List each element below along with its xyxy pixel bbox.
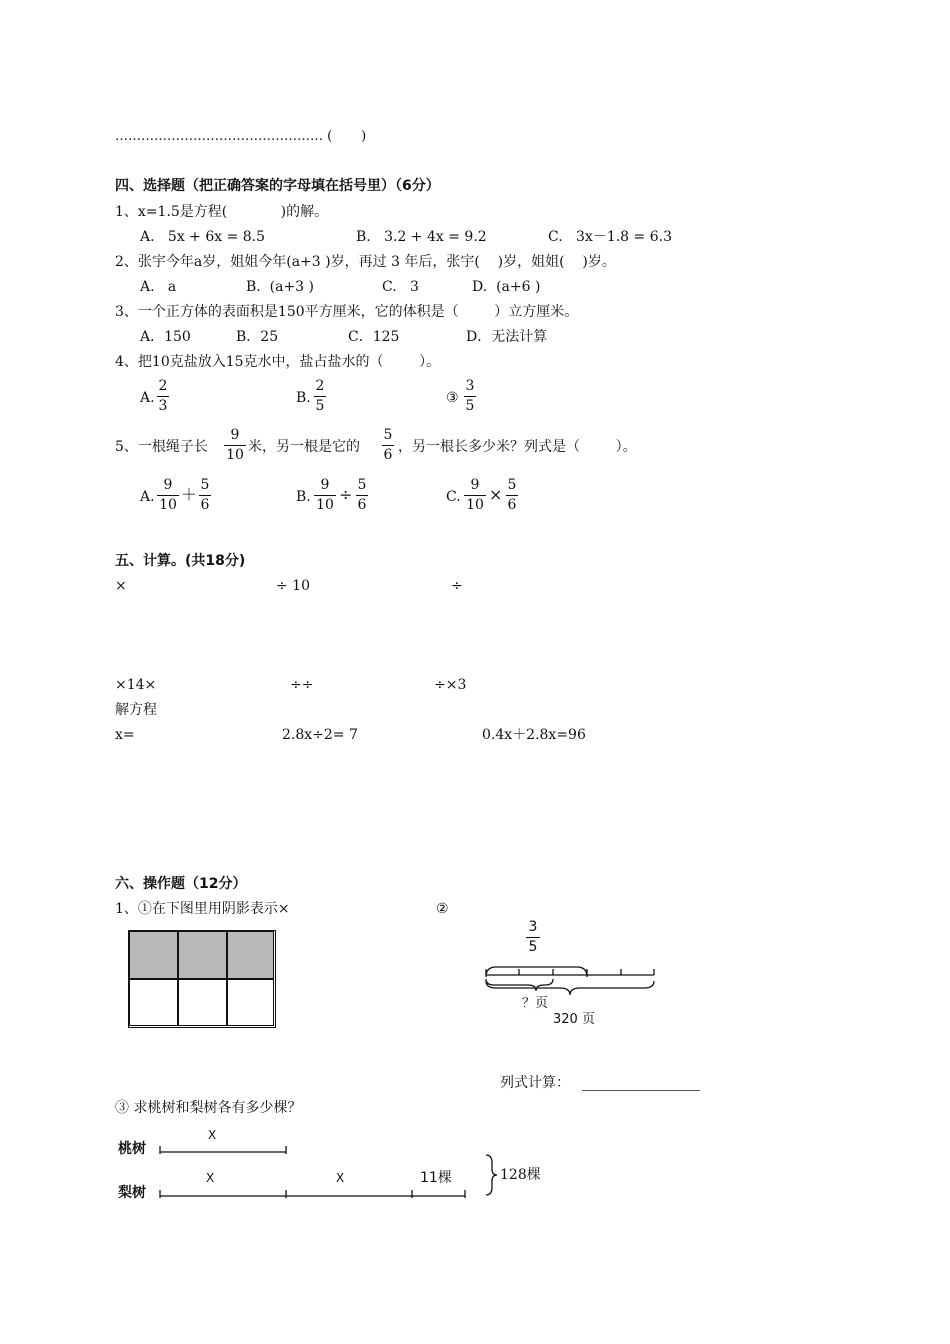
solve-equation-title: 解方程 xyxy=(115,702,157,718)
section5-title: 五、计算。(共18分) xyxy=(115,553,246,569)
q2-text: 2、张宇今年a岁，姐姐今年(a+3 )岁，再过 3 年后，张宇( )岁，姐姐( )岁。 xyxy=(115,254,616,270)
numerator: 2 xyxy=(158,378,168,394)
total-label: 128棵 xyxy=(500,1167,541,1183)
q5-option-a: A. xyxy=(140,489,155,505)
peach-x-label: X xyxy=(208,1128,217,1142)
op-q3-text: ③ 求桃树和梨树各有多少棵？ xyxy=(115,1100,302,1116)
denominator: 10 xyxy=(466,497,484,513)
q3-option-d: D．无法计算 xyxy=(466,329,548,345)
denominator: 6 xyxy=(507,497,517,513)
denominator: 6 xyxy=(357,497,367,513)
numerator: 2 xyxy=(315,378,325,394)
q5-option-c: C. xyxy=(446,489,461,505)
q5-fraction-ratio xyxy=(382,427,394,464)
pear-extra-label: 11棵 xyxy=(420,1170,452,1186)
numerator: 5 xyxy=(200,477,210,493)
calc-row1-b: ÷ 10 xyxy=(276,578,310,594)
denominator: 5 xyxy=(465,398,475,414)
q5-c-fraction-1 xyxy=(464,477,486,514)
dots-answer-line: ………………………………………… ( ) xyxy=(115,129,367,144)
q2-option-b: B. (a+3 ) xyxy=(246,279,314,295)
q3-text: 3、一个正方体的表面积是150平方厘米，它的体积是（ ）立方厘米。 xyxy=(115,304,579,320)
q2-option-c: C. 3 xyxy=(382,279,419,295)
q5-text-part3: ，另一根长多少米？列式是（ ）。 xyxy=(398,439,637,455)
q3-option-b: B．25 xyxy=(236,329,279,345)
denominator: 6 xyxy=(200,497,210,513)
numerator: 9 xyxy=(163,477,173,493)
q1-option-b: B. 3.2 + 4x = 9.2 xyxy=(356,229,487,245)
q2-option-a: A. a xyxy=(140,279,177,295)
q5-c-operator: × xyxy=(489,485,503,504)
op-q2-label: ② xyxy=(436,901,449,917)
numerator: 5 xyxy=(383,427,393,443)
q5-a-operator: ＋ xyxy=(181,485,198,504)
q3-option-c: C．125 xyxy=(348,329,400,345)
q5-text-part2: 米，另一根是它的 xyxy=(248,439,360,455)
q5-b-operator: ÷ xyxy=(339,485,353,504)
q1-option-a: A. 5x + 6x = 8.5 xyxy=(140,229,266,245)
op-q1-text: 1、①在下图里用阴影表示× xyxy=(115,901,290,917)
q1-option-c: C. 3x－1.8 = 6.3 xyxy=(548,229,672,245)
numerator: 9 xyxy=(470,477,480,493)
q5-b-fraction-2 xyxy=(356,477,368,514)
calc-row1-c: ÷ xyxy=(451,578,463,594)
calc-row2-a: ×14× xyxy=(115,677,157,693)
shading-grid[interactable] xyxy=(128,930,276,1028)
numerator: 5 xyxy=(357,477,367,493)
denominator: 5 xyxy=(528,939,538,955)
peach-label: 桃树 xyxy=(118,1141,146,1157)
grid-cell[interactable] xyxy=(227,979,274,1026)
q2-option-d: D. (a+6 ) xyxy=(472,279,541,295)
lower-brace-total xyxy=(486,981,654,995)
q4-fraction-a xyxy=(157,378,169,415)
q5-fraction-length xyxy=(224,427,246,464)
q4-fraction-c xyxy=(464,378,476,415)
section6-title: 六、操作题（12分） xyxy=(115,876,247,892)
equation-3: 0.4x＋2.8x=96 xyxy=(482,727,586,743)
calc-row2-b: ÷÷ xyxy=(290,677,314,693)
q4-option-a: A. xyxy=(140,390,155,406)
q5-c-fraction-2 xyxy=(506,477,518,514)
calc-row1-a: × xyxy=(115,578,127,594)
denominator: 10 xyxy=(226,447,244,463)
total-brace xyxy=(484,1153,498,1197)
numerator: 9 xyxy=(320,477,330,493)
denominator: 10 xyxy=(159,497,177,513)
grid-cell-shaded[interactable] xyxy=(227,931,274,979)
q5-b-fraction-1 xyxy=(314,477,336,514)
denominator: 10 xyxy=(316,497,334,513)
q4-option-c: ③ xyxy=(446,390,459,406)
denominator: 5 xyxy=(315,398,325,414)
pear-label: 梨树 xyxy=(118,1185,146,1201)
q4-fraction-b xyxy=(314,378,326,415)
diagram-fraction xyxy=(526,919,540,956)
calc-row2-c: ÷×3 xyxy=(434,677,467,693)
lower-brace-unknown xyxy=(486,979,553,991)
q4-option-b: B. xyxy=(296,390,311,406)
numerator: 3 xyxy=(465,378,475,394)
q5-option-b: B. xyxy=(296,489,311,505)
grid-cell-shaded[interactable] xyxy=(129,931,178,979)
q5-a-fraction-1 xyxy=(157,477,179,514)
calc-answer-line[interactable] xyxy=(582,1090,700,1091)
pear-x-label-2: X xyxy=(336,1171,345,1185)
numerator: 3 xyxy=(528,919,538,935)
grid-cell-shaded[interactable] xyxy=(178,931,227,979)
pear-x-label-1: X xyxy=(206,1171,215,1185)
numerator: 9 xyxy=(230,427,240,443)
denominator: 3 xyxy=(158,398,168,414)
diagram-label-total: 320 页 xyxy=(553,1012,595,1027)
grid-cell[interactable] xyxy=(129,979,178,1026)
q1-text: 1、x=1.5是方程( )的解。 xyxy=(115,204,329,220)
calc-label: 列式计算： xyxy=(500,1075,570,1091)
numerator: 5 xyxy=(507,477,517,493)
diagram-label-unknown: ？页 xyxy=(522,996,549,1011)
q3-option-a: A．150 xyxy=(140,329,191,345)
equation-2: 2.8x÷2= 7 xyxy=(282,727,358,743)
q5-text-part1: 5、一根绳子长 xyxy=(115,439,208,455)
denominator: 6 xyxy=(383,447,393,463)
q5-a-fraction-2 xyxy=(199,477,211,514)
section4-title: 四、选择题（把正确答案的字母填在括号里）（6分） xyxy=(115,178,440,194)
grid-cell[interactable] xyxy=(178,979,227,1026)
equation-1: x= xyxy=(115,727,135,743)
q4-text: 4、把10克盐放入15克水中，盐占盐水的（ ）。 xyxy=(115,354,441,370)
